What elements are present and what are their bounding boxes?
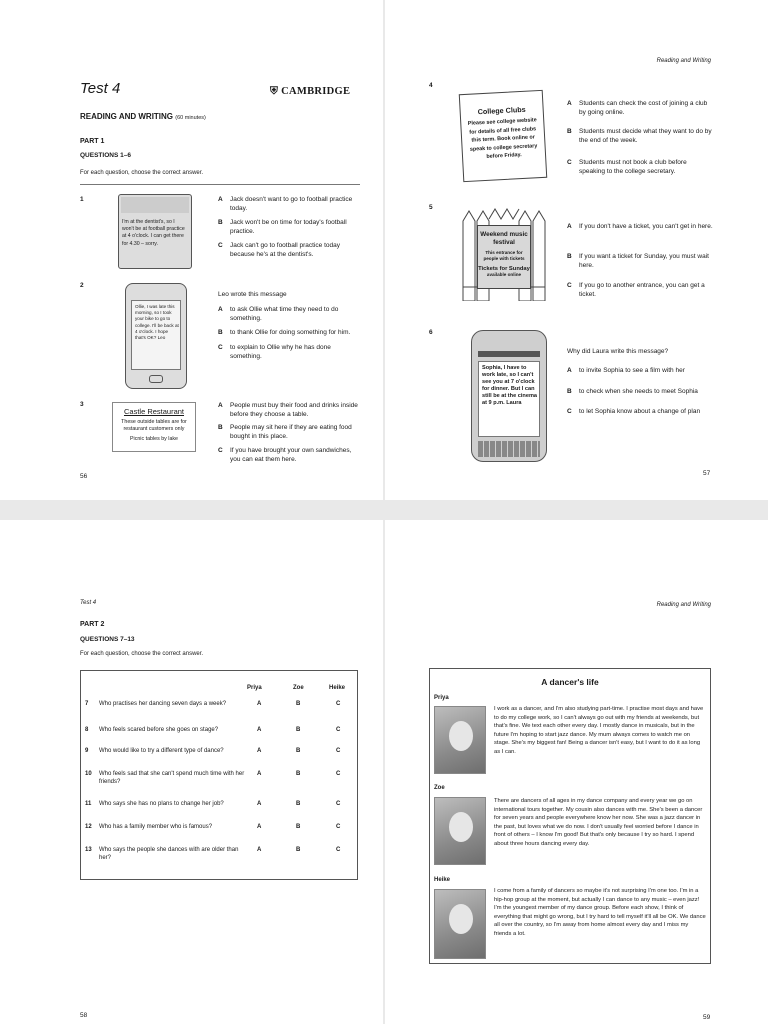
divider	[80, 184, 360, 185]
phone-screen	[478, 361, 540, 437]
dancer-text: I work as a dancer, and I'm also studying part-time. I practise most days and have to do my college work, so I can't always go out with my friends at weekends, but that's fine. We text each other every day. I mostly dance in musicals, but in the future I'm hoping to start jazz dance. My mum always comes to watch me on stage. She's my biggest fan! Being a dancer isn't easy, but I want to do it as long as I can.	[494, 706, 704, 755]
cambridge-logo: ⛨ CAMBRIDGE	[270, 86, 351, 97]
answer-b[interactable]: B	[296, 801, 301, 807]
question-text: Who has a family member who is famous?	[99, 824, 213, 830]
question-prompt: Leo wrote this message	[218, 291, 287, 298]
question-number: 2	[80, 282, 84, 289]
sign-subtext: available online	[486, 271, 522, 277]
crest-icon: ⛨	[270, 86, 279, 97]
answer-a[interactable]: A	[257, 847, 262, 853]
option-5c[interactable]: C If you go to another entrance, you can get a ticket.	[567, 282, 705, 298]
question-number: 5	[429, 204, 433, 211]
option-5b[interactable]: B If you want a ticket for Sunday, you must wait here.	[567, 253, 709, 269]
option-6a[interactable]: A to invite Sophia to see a film with her	[567, 367, 685, 374]
sign-title: Castle Restaurant	[123, 407, 185, 416]
option-6b[interactable]: B to check when she needs to meet Sophia	[567, 388, 698, 395]
option-1b[interactable]: B Jack won't be on time for today's football practice.	[218, 219, 347, 235]
column-header: Heike	[329, 685, 346, 691]
question-number: 1	[80, 196, 84, 203]
sign-text: Please see college website for details of all free clubs this term. Book online or speak to college secretary before Friday.	[467, 117, 538, 161]
dancer-text: I come from a family of dancers so maybe it's not surprising I'm one too. I'm in a hip-hop group at the moment, but actually I can dance to any music – even jazz! I'm the youngest member of my dance group. Before each show, I think of everything that might go wrong, but I try hard to tell myself it'll all be OK. We dance all over the country, so I'm away from home almost every day and I miss my friends a lot.	[494, 888, 706, 937]
answer-a[interactable]: A	[257, 801, 262, 807]
question-prompt: Why did Laura write this message?	[567, 348, 669, 355]
question-number: 13	[85, 847, 92, 853]
question-text: Who feels scared before she goes on stage?	[99, 727, 219, 733]
answer-b[interactable]: B	[296, 824, 301, 830]
option-5a[interactable]: A If you don't have a ticket, you can't get in here.	[567, 223, 713, 230]
option-2b[interactable]: B to thank Ollie for doing something for him.	[218, 329, 351, 336]
column-header: Zoe	[293, 685, 304, 691]
option-4b[interactable]: B Students must decide what they want to do by the end of the week.	[567, 128, 712, 144]
question-number: 8	[85, 727, 89, 733]
section-title: READING AND WRITING (60 minutes)	[80, 112, 206, 121]
option-4c[interactable]: C Students must not book a club before speaking to the college secretary.	[567, 159, 687, 175]
dancer-name: Heike	[434, 877, 451, 883]
sign-text: These outside tables are for restaurant customers only	[121, 419, 187, 432]
answer-c[interactable]: C	[336, 727, 341, 733]
answer-c[interactable]: C	[336, 771, 341, 777]
column-header: Priya	[247, 685, 262, 691]
page-number: 57	[703, 470, 711, 477]
question-number: 4	[429, 82, 433, 89]
question-number: 11	[85, 801, 92, 807]
answer-b[interactable]: B	[296, 847, 301, 853]
answer-a[interactable]: A	[257, 824, 262, 830]
article-box	[429, 668, 711, 964]
answer-a[interactable]: A	[257, 727, 262, 733]
option-1a[interactable]: A Jack doesn't want to go to football practice today.	[218, 196, 353, 212]
fence-gate-image	[461, 205, 547, 301]
option-1c[interactable]: C Jack can't go to football practice today because he's at the dentist's.	[218, 242, 340, 258]
answer-a[interactable]: A	[257, 771, 262, 777]
option-3a[interactable]: A People must buy their food and drinks inside before they choose a table.	[218, 402, 358, 418]
option-2a[interactable]: A to ask Ollie what time they need to do something.	[218, 306, 339, 322]
page-56	[0, 0, 383, 500]
question-number: 7	[85, 701, 89, 707]
festival-sign	[477, 225, 531, 289]
restaurant-sign	[112, 402, 196, 452]
keyboard	[478, 441, 540, 457]
priya-photo	[434, 706, 486, 774]
sign-title: Weekend music festival	[480, 231, 528, 246]
answer-c[interactable]: C	[336, 824, 341, 830]
answer-b[interactable]: B	[296, 771, 301, 777]
questions-table	[80, 670, 358, 880]
test-title: Test 4	[80, 80, 121, 97]
page-58	[0, 520, 383, 1024]
question-number: 12	[85, 824, 92, 830]
message-text: Sophia, I have to work late, so I can't see you at 7 o'clock for dinner. But I can still be at the cinema at 9 p.m. Laura	[482, 365, 538, 407]
dancer-text: There are dancers of all ages in my dance company and every year we go on international tours together. My cousin also dances with me. She's been a dancer for seven years and people everywhere know her now. She was a jazz dancer in the past, but loves what we do now. I don't usually feel worried before I dance in front of others – I know I'm good! But that's only because I try so hard. I spend about three hours dancing every day.	[494, 798, 703, 847]
question-number: 3	[80, 401, 84, 408]
heike-photo	[434, 889, 486, 959]
phone-screen	[131, 300, 181, 370]
question-text: Who says she has no plans to change her job?	[99, 801, 224, 807]
sign-text: This entrance for people with tickets	[483, 250, 525, 261]
zoe-photo	[434, 797, 486, 865]
answer-c[interactable]: C	[336, 847, 341, 853]
page-number: 56	[80, 473, 88, 480]
questions-label: QUESTIONS 7–13	[80, 636, 135, 643]
page-59	[385, 520, 768, 1024]
question-number: 9	[85, 748, 89, 754]
status-bar	[478, 351, 540, 357]
question-number: 10	[85, 771, 92, 777]
answer-c[interactable]: C	[336, 748, 341, 754]
sign-subtext: Picnic tables by lake	[130, 435, 178, 442]
page-57	[385, 0, 768, 500]
message-text: Ollie, I was late this morning, so I took your bike to go to college. I'll be back at 4 o'clock. I hope that's OK? Leo	[135, 304, 179, 341]
instruction: For each question, choose the correct answer.	[80, 651, 204, 657]
option-2c[interactable]: C to explain to Ollie why he has done something.	[218, 344, 331, 360]
question-text: Who would like to try a different type of dance?	[99, 748, 224, 754]
answer-a[interactable]: A	[257, 748, 262, 754]
message-text: I'm at the dentist's, so I won't be at football practice at 4 o'clock. I can get there for 4.30 – sorry.	[122, 219, 185, 247]
answer-c[interactable]: C	[336, 801, 341, 807]
home-button	[149, 375, 163, 383]
option-3c[interactable]: C If you have brought your own sandwiches, you can eat them here.	[218, 447, 352, 463]
questions-label: QUESTIONS 1–6	[80, 152, 131, 159]
question-text: Who feels sad that she can't spend much time with her friends?	[99, 771, 245, 785]
sign-title: College Clubs	[477, 104, 526, 117]
question-text: Who says the people she dances with are older than her?	[99, 847, 239, 861]
phone-image	[471, 330, 547, 462]
part-label: PART 2	[80, 621, 105, 628]
answer-b[interactable]: B	[296, 727, 301, 733]
dancer-name: Zoe	[434, 785, 445, 791]
email-message-image	[118, 194, 192, 269]
instruction: For each question, choose the correct answer.	[80, 170, 204, 176]
page-number: 59	[703, 1014, 711, 1021]
dancer-name: Priya	[434, 695, 449, 701]
article-title: A dancer's life	[541, 677, 599, 687]
question-text: Who practises her dancing seven days a week?	[99, 701, 227, 707]
option-3b[interactable]: B People may sit here if they are eating food bought in this place.	[218, 424, 352, 440]
email-toolbar	[121, 197, 189, 213]
question-number: 6	[429, 329, 433, 336]
running-header: Reading and Writing	[656, 602, 711, 608]
option-6c[interactable]: C to let Sophia know about a change of plan	[567, 408, 701, 415]
page-number: 58	[80, 1012, 88, 1019]
option-4a[interactable]: A Students can check the cost of joining a club by going online.	[567, 100, 708, 116]
phone-image	[125, 283, 187, 389]
answer-a[interactable]: A	[257, 701, 262, 707]
part-label: PART 1	[80, 138, 105, 145]
answer-b[interactable]: B	[296, 701, 301, 707]
answer-b[interactable]: B	[296, 748, 301, 754]
answer-c[interactable]: C	[336, 701, 341, 707]
running-header: Reading and Writing	[656, 58, 711, 64]
running-header: Test 4	[80, 600, 97, 606]
college-clubs-notice	[459, 90, 547, 182]
sign-title-2: Tickets for Sunday	[478, 265, 530, 272]
